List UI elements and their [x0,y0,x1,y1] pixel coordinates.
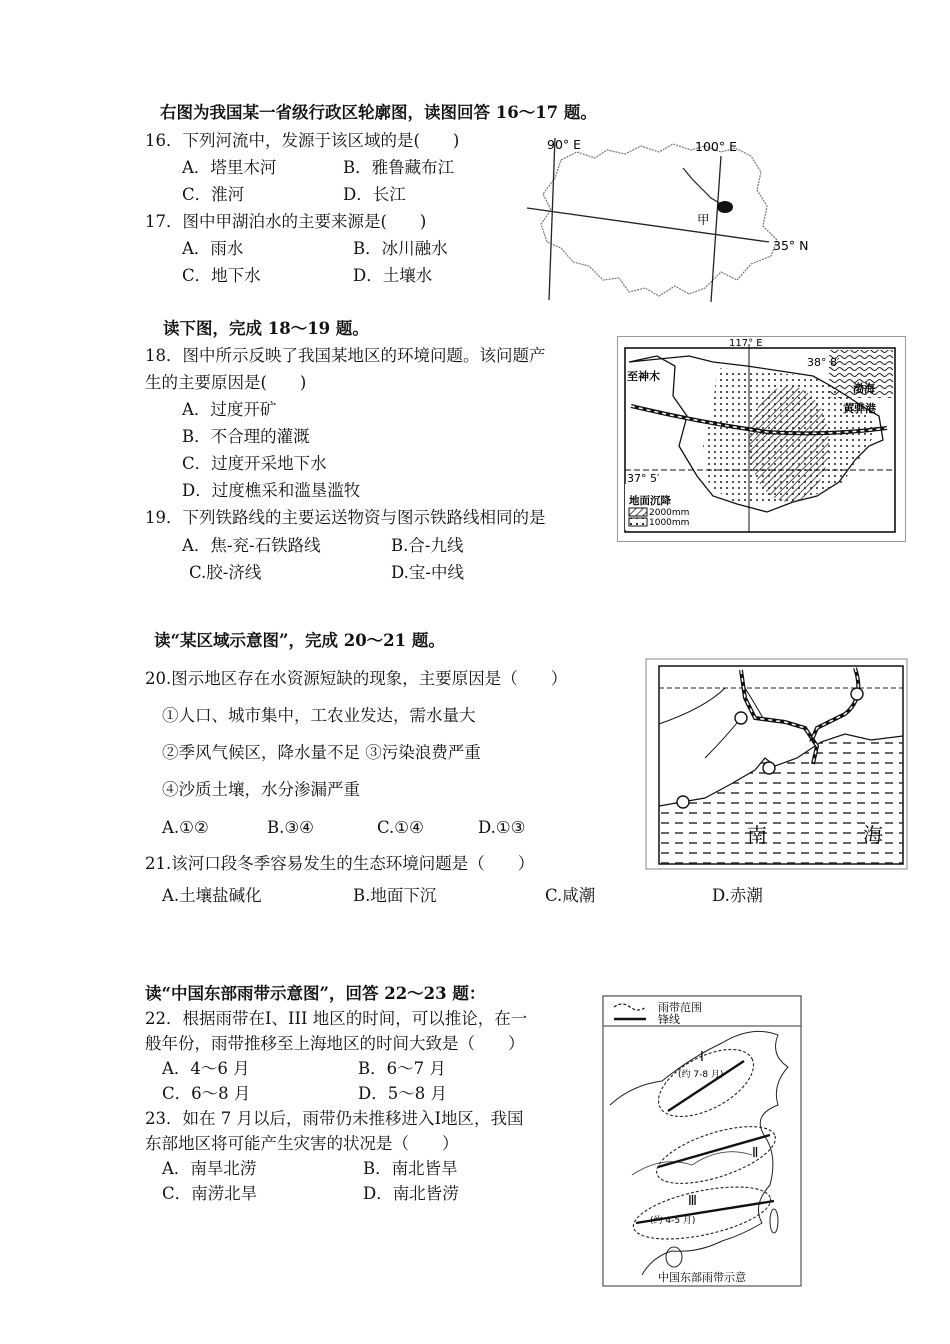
q17-option-b[interactable]: B．冰川融水 [353,239,448,258]
q19-option-a[interactable]: A．焦-兖-石铁路线 [182,536,321,555]
q17-option-d[interactable]: D．土壤水 [353,266,433,285]
q23-option-c[interactable]: C．南涝北旱 [162,1184,258,1203]
legend-rain-belt: 雨带范围 [658,1001,702,1014]
region-3-label: Ⅲ [688,1194,697,1209]
region-3-time: (约 4-5 月) [650,1216,696,1226]
q18-option-a[interactable]: A．过度开矿 [182,400,277,419]
question-20-stem: 20.图示地区存在水资源短缺的现象，主要原因是（ ） [145,669,568,688]
rain-belt-map [602,995,802,1295]
q22-option-d[interactable]: D．5～8 月 [358,1084,447,1103]
to-shenmu-label: 至神木 [627,370,660,383]
q22-option-c[interactable]: C．6～8 月 [162,1084,251,1103]
lon-100-label: 100° E [695,139,737,154]
section-22-23-intro: 读“中国东部雨带示意图”，回答 22～23 题： [145,984,486,1003]
south-china-sea-char-2: 海 [863,823,883,847]
q16-option-c[interactable]: C．淮河 [182,185,245,204]
q22-option-a[interactable]: A．4～6 月 [162,1059,250,1078]
q21-option-b[interactable]: B.地面下沉 [353,886,437,905]
bohai-sea-label: 渤海 [853,382,875,395]
q22-option-b[interactable]: B．6～7 月 [358,1059,446,1078]
question-19-stem: 19．下列铁路线的主要运送物资与图示铁路线相同的是 [145,508,546,527]
lon-90-label: 90° E [547,137,582,152]
q19-option-d[interactable]: D.宝-中线 [391,563,464,582]
q23-option-a[interactable]: A．南旱北涝 [162,1159,257,1178]
legend-2000mm: 2000mm [649,508,690,518]
q20-option-c[interactable]: C.①④ [377,818,424,837]
section-20-21-intro: 读“某区域示意图”，完成 20～21 题。 [154,631,445,650]
q18-option-c[interactable]: C．过度开采地下水 [182,454,327,473]
q23-option-d[interactable]: D．南北皆涝 [363,1184,459,1203]
lake-jia-label: 甲 [697,212,710,227]
question-23-stem-line2: 东部地区将可能产生灾害的状况是（ ） [145,1134,459,1153]
region-2-label: Ⅱ [752,1146,759,1161]
q17-option-a[interactable]: A．雨水 [182,239,244,258]
q21-option-a[interactable]: A.土壤盐碱化 [162,886,262,905]
question-16-stem: 16．下列河流中，发源于该区域的是( ) [145,131,460,150]
legend-1000mm: 1000mm [649,518,690,528]
lat-37-label: 37° 5′ [627,472,660,485]
question-22-stem-line2: 般年份，雨带推移至上海地区的时间大致是（ ） [145,1034,525,1053]
region-sketch-map [645,658,908,870]
province-outline-map [525,132,825,304]
legend-front-line: 锋线 [658,1013,680,1026]
map-caption: 中国东部雨带示意 [658,1271,746,1284]
question-22-stem-line1: 22．根据雨带在Ⅰ、III 地区的时间，可以推论，在一 [145,1009,528,1028]
q21-option-d[interactable]: D.赤潮 [712,886,763,905]
region-1-time: (约 7-8 月) [678,1070,724,1080]
q20-statement-1: ①人口、城市集中，工农业发达，需水量大 [162,706,476,725]
huanghua-port-label: 黄骅港 [843,402,876,415]
question-21-stem: 21.该河口段冬季容易发生的生态环境问题是（ ） [145,854,535,873]
q21-option-c[interactable]: C.咸潮 [545,886,596,905]
land-subsidence-map [617,336,906,542]
q16-option-d[interactable]: D．长江 [343,185,406,204]
q20-option-b[interactable]: B.③④ [267,818,314,837]
q19-option-c[interactable]: C.胶-济线 [189,563,262,582]
question-17-stem: 17．图中甲湖泊水的主要来源是( ) [145,212,427,231]
q18-option-d[interactable]: D．过度樵采和滥垦滥牧 [182,481,361,500]
section-16-17-intro: 右图为我国某一省级行政区轮廓图，读图回答 16～17 题。 [160,103,597,122]
q16-option-b[interactable]: B．雅鲁藏布江 [343,158,455,177]
question-23-stem-line1: 23．如在 7 月以后，雨带仍未推移进入Ⅰ地区，我国 [145,1109,524,1128]
lon-117-label: 117° E [729,338,763,349]
q18-option-b[interactable]: B．不合理的灌溉 [182,427,310,446]
south-china-sea-char-1: 南 [747,823,767,847]
region-1-label: Ⅰ [700,1050,704,1065]
q17-option-c[interactable]: C．地下水 [182,266,261,285]
lat-35-label: 35° N [773,238,809,253]
legend-title: 地面沉降 [629,495,671,507]
q16-option-a[interactable]: A．塔里木河 [182,158,277,177]
question-18-stem-line2: 生的主要原因是( ) [145,373,307,392]
q23-option-b[interactable]: B．南北皆旱 [363,1159,458,1178]
question-18-stem-line1: 18．图中所示反映了我国某地区的环境问题。该问题产 [145,346,546,365]
q19-option-b[interactable]: B.合-九线 [391,536,464,555]
q20-option-d[interactable]: D.①③ [478,818,526,837]
q20-statement-4: ④沙质土壤，水分渗漏严重 [162,780,360,799]
lat-38-label: 38° 8′ [807,356,840,369]
q20-statement-2-3: ②季风气候区，降水量不足 ③污染浪费严重 [162,743,481,762]
q20-option-a[interactable]: A.①② [162,818,209,837]
section-18-19-intro: 读下图，完成 18～19 题。 [163,319,369,338]
